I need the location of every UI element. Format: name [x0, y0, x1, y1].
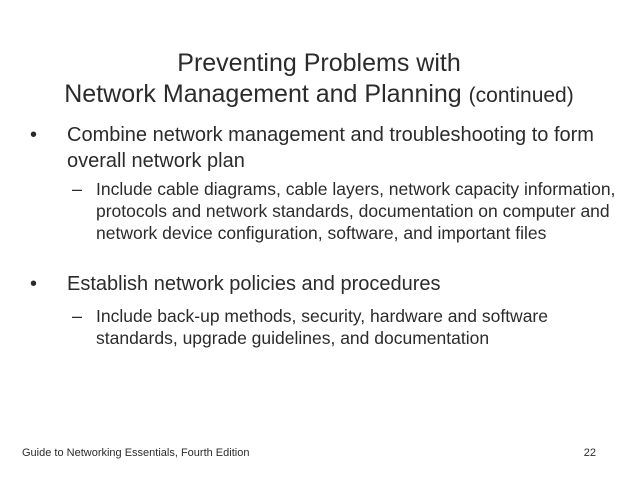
sub-bullet-text: Include back-up methods, security, hardware and software standards, upgrade guidelines, and documentation — [96, 306, 548, 348]
bullet-text: Establish network policies and procedures — [67, 273, 441, 295]
bullet-marker: • — [30, 124, 38, 146]
title-line-1: Preventing Problems with — [177, 49, 461, 77]
sub-bullet-marker: – — [72, 306, 83, 326]
title-continued: (continued) — [468, 84, 574, 107]
sub-bullet-text: Include cable diagrams, cable layers, network capacity information, protocols and network standards, documentation on computer and network device configuration, software, and important files — [96, 179, 616, 243]
sub-bullet-marker: – — [72, 179, 83, 199]
title-line-2-main: Network Management and Planning — [64, 80, 462, 108]
footer-book-title: Guide to Networking Essentials, Fourth Edition — [22, 447, 250, 459]
page-number: 22 — [583, 447, 596, 459]
bullet-marker: • — [30, 273, 38, 295]
bullet-text: Combine network management and troubleshooting to form overall network plan — [67, 124, 594, 172]
